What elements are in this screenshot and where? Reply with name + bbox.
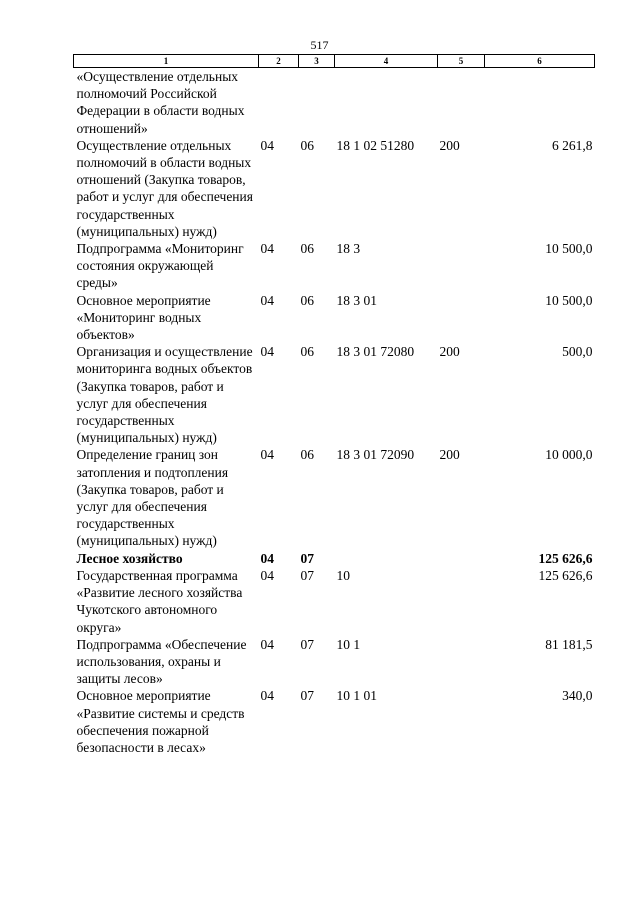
row-name: Определение границ зон затопления и подтопления (Закупка товаров, работ и услуг для обеспечения государственных (муниципальных) нужд) bbox=[76, 447, 229, 549]
row-name: «Осуществление отдельных полномочий Российской Федерации в области водных отношений» bbox=[76, 69, 245, 136]
row-type bbox=[438, 240, 485, 292]
row-subsection: 06 bbox=[300, 137, 314, 153]
row-amount: 500,0 bbox=[562, 344, 593, 360]
row-section bbox=[259, 68, 299, 137]
row-section: 04 bbox=[260, 636, 274, 652]
row-section: 04 bbox=[260, 241, 274, 257]
row-amount: 81 181,5 bbox=[545, 636, 593, 652]
row-section: 04 bbox=[260, 567, 274, 583]
column-header: 4 bbox=[335, 55, 438, 68]
column-header: 5 bbox=[438, 55, 485, 68]
row-target: 18 3 01 bbox=[336, 292, 377, 308]
row-target: 18 3 bbox=[336, 241, 361, 257]
row-type: 200 bbox=[439, 344, 460, 360]
table-row bbox=[74, 567, 595, 636]
row-subsection: 07 bbox=[300, 636, 314, 652]
row-type bbox=[438, 636, 485, 688]
table-header-row bbox=[74, 55, 595, 68]
row-section: 04 bbox=[260, 137, 274, 153]
table-row bbox=[74, 240, 595, 292]
table-row bbox=[74, 68, 595, 137]
row-subsection: 06 bbox=[300, 292, 314, 308]
budget-table bbox=[73, 54, 595, 756]
table-row bbox=[74, 687, 595, 756]
table-row bbox=[74, 292, 595, 344]
row-subsection: 07 bbox=[300, 688, 314, 704]
row-name: Подпрограмма «Мониторинг состояния окружающей среды» bbox=[76, 241, 244, 291]
row-name: Лесное хозяйство bbox=[76, 550, 183, 566]
row-subsection: 06 bbox=[300, 344, 314, 360]
column-header: 2 bbox=[259, 55, 299, 68]
row-subsection: 07 bbox=[300, 567, 314, 583]
row-amount: 340,0 bbox=[562, 688, 593, 704]
row-target: 10 bbox=[336, 567, 350, 583]
table-row bbox=[74, 636, 595, 688]
page-number: 517 bbox=[310, 38, 329, 52]
row-subsection: 06 bbox=[300, 447, 314, 463]
row-target: 10 1 bbox=[336, 636, 361, 652]
row-section: 04 bbox=[260, 292, 274, 308]
row-subsection: 07 bbox=[300, 550, 314, 566]
column-header: 6 bbox=[485, 55, 595, 68]
row-amount bbox=[485, 68, 595, 137]
row-section: 04 bbox=[260, 550, 274, 566]
row-target: 18 3 01 72080 bbox=[336, 344, 415, 360]
row-type bbox=[438, 292, 485, 344]
row-name: Организация и осуществление мониторинга водных объектов (Закупка товаров, работ и услуг для обеспечения государственных (муниципальных) нужд) bbox=[76, 344, 253, 446]
row-subsection bbox=[299, 68, 335, 137]
table-row bbox=[74, 343, 595, 446]
row-amount: 10 500,0 bbox=[545, 241, 593, 257]
row-name: Основное мероприятие «Развитие системы и средств обеспечения пожарной безопасности в лесах» bbox=[76, 688, 245, 755]
row-name: Осуществление отдельных полномочий в области водных отношений (Закупка товаров, работ и услуг для обеспечения государственных (муниципальных) нужд) bbox=[76, 137, 253, 239]
row-section: 04 bbox=[260, 344, 274, 360]
column-header: 3 bbox=[299, 55, 335, 68]
row-name: Основное мероприятие «Мониторинг водных объектов» bbox=[76, 292, 211, 343]
row-amount: 125 626,6 bbox=[538, 550, 593, 566]
row-type bbox=[438, 68, 485, 137]
row-target: 10 1 01 bbox=[336, 688, 377, 704]
row-section: 04 bbox=[260, 447, 274, 463]
row-target: 18 3 01 72090 bbox=[336, 447, 415, 463]
table-row bbox=[74, 137, 595, 240]
row-subsection: 06 bbox=[300, 241, 314, 257]
row-amount: 125 626,6 bbox=[538, 567, 593, 583]
row-type bbox=[438, 687, 485, 756]
table-row-section-total bbox=[74, 550, 595, 567]
row-target: 18 1 02 51280 bbox=[336, 137, 415, 153]
row-type: 200 bbox=[439, 447, 460, 463]
row-name: Подпрограмма «Обеспечение использования, охраны и защиты лесов» bbox=[76, 636, 247, 687]
row-amount: 6 261,8 bbox=[552, 137, 593, 153]
table-row bbox=[74, 446, 595, 549]
column-header: 1 bbox=[74, 55, 259, 68]
row-type bbox=[438, 567, 485, 636]
row-type: 200 bbox=[439, 137, 460, 153]
row-amount: 10 500,0 bbox=[545, 292, 593, 308]
row-target bbox=[335, 68, 438, 137]
row-target bbox=[335, 550, 438, 567]
row-amount: 10 000,0 bbox=[545, 447, 593, 463]
row-name: Государственная программа «Развитие лесного хозяйства Чукотского автономного округа» bbox=[76, 567, 243, 635]
row-type bbox=[438, 550, 485, 567]
row-section: 04 bbox=[260, 688, 274, 704]
